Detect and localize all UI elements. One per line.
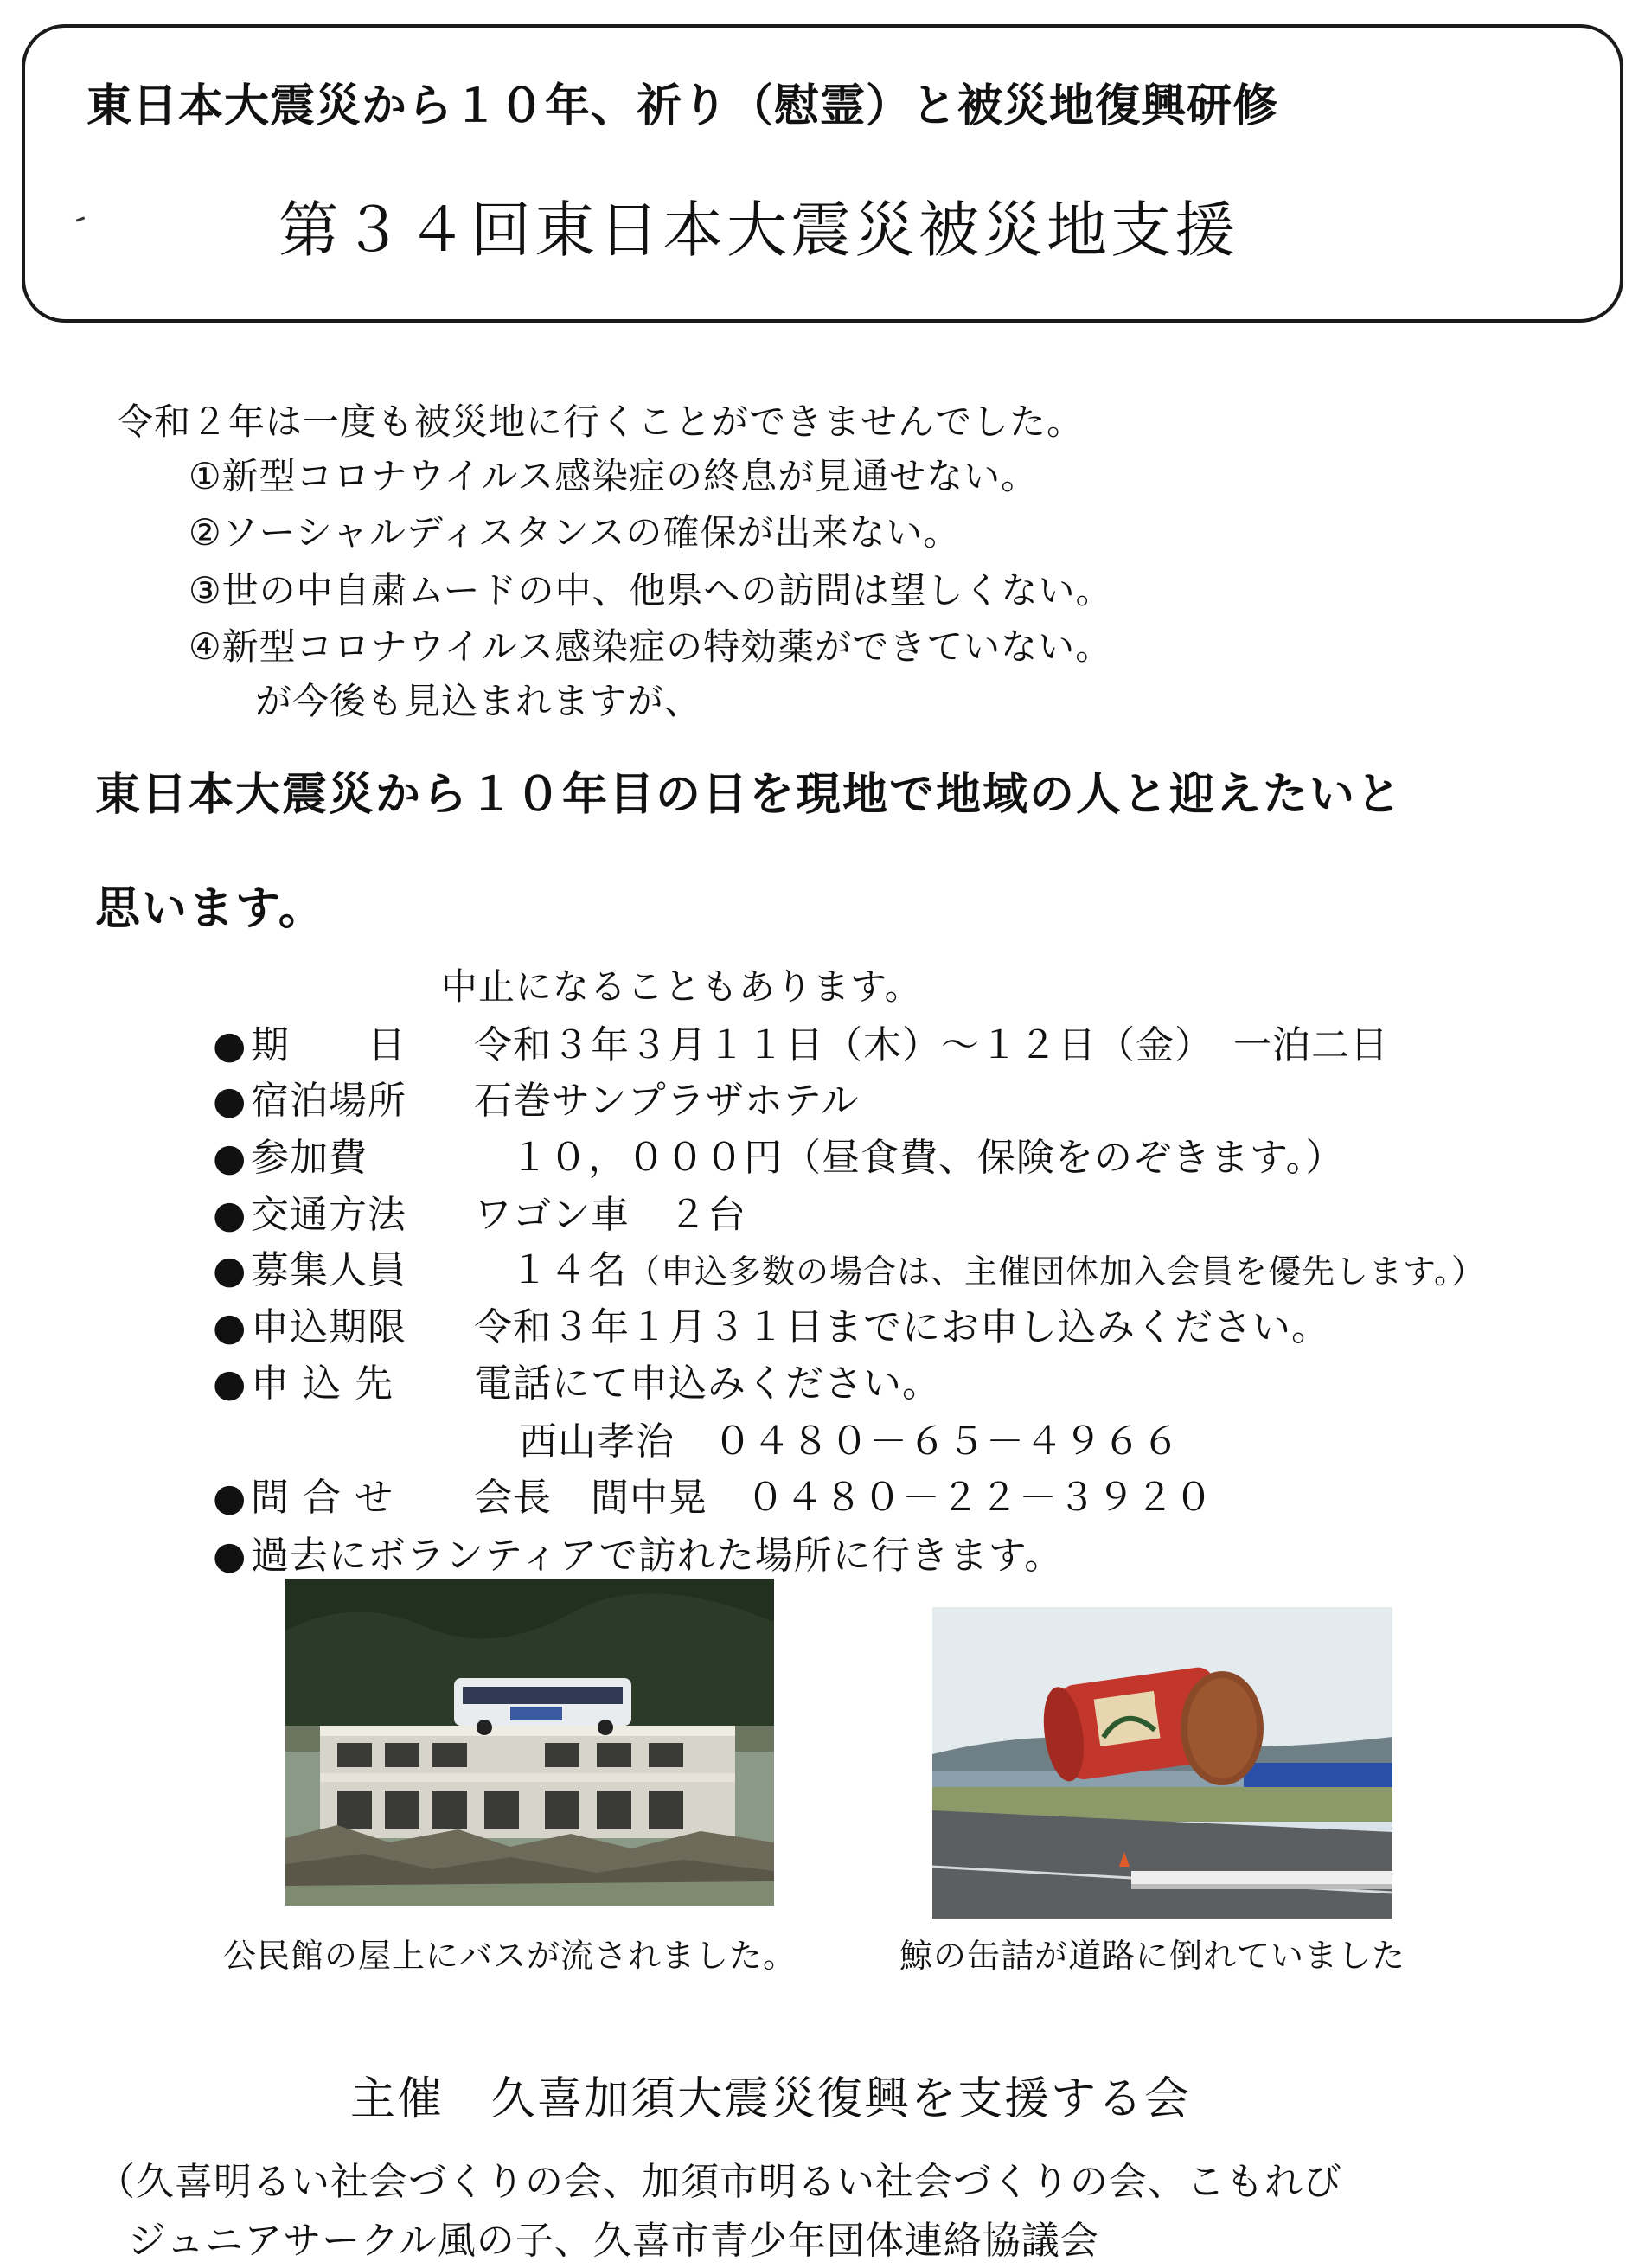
organizer: 主催 久喜加須大震災復興を支援する会 xyxy=(350,2073,1192,2125)
apply-contact: 西山孝治 ０４８０－６５－４９６６ xyxy=(519,1419,1181,1464)
members-line-1: （久喜明るい社会づくりの会、加須市明るい社会づくりの会、こもれび xyxy=(97,2160,1342,2204)
detail-label: 参加費 xyxy=(251,1136,368,1180)
statement-line-1: 東日本大震災から１０年目の日を現地で地域の人と迎えたいと xyxy=(95,769,1404,821)
detail-value: 令和３年３月１１日（木）～１２日（金） 一泊二日 xyxy=(474,1023,1389,1067)
bullet: ● xyxy=(213,1361,247,1406)
detail-capacity xyxy=(213,1239,1485,1294)
photo-community-hall xyxy=(285,1579,774,1906)
detail-transport xyxy=(213,1183,746,1239)
reason-2: ②ソーシャルディスタンスの確保が出来ない。 xyxy=(189,511,961,554)
detail-value: 電話にて申込みください。 xyxy=(474,1361,941,1406)
header-subtitle: 東日本大震災から１０年、祈り（慰霊）と被災地復興研修 xyxy=(86,80,1279,132)
detail-value: １４名 xyxy=(510,1248,627,1292)
detail-label: 募集人員 xyxy=(251,1248,406,1292)
detail-label: 申込期限 xyxy=(251,1305,406,1349)
detail-fee xyxy=(213,1126,1344,1182)
detail-value: 過去にボランティアで訪れた場所に行きます。 xyxy=(251,1534,1064,1578)
detail-value: ワゴン車 ２台 xyxy=(474,1193,746,1237)
statement-line-2: 思います。 xyxy=(95,883,325,935)
detail-note: （申込多数の場合は、主催団体加入会員を優先します。） xyxy=(627,1253,1485,1291)
photo-caption-1: 公民館の屋上にバスが流されました。 xyxy=(223,1937,797,1975)
bullet: ● xyxy=(213,1079,247,1123)
detail-date xyxy=(213,1014,1389,1069)
detail-value: １０，０００円 xyxy=(510,1136,783,1180)
detail-label: 申 込 先 xyxy=(251,1361,394,1406)
bullet: ● xyxy=(213,1193,247,1237)
cancel-notice: 中止になることもあります。 xyxy=(441,965,922,1008)
detail-deadline xyxy=(213,1296,1330,1351)
detail-value: 石巻サンプラザホテル xyxy=(474,1079,860,1123)
bullet: ● xyxy=(213,1136,247,1180)
photo-caption-2: 鯨の缶詰が道路に倒れていました xyxy=(899,1937,1406,1975)
detail-past xyxy=(213,1524,1063,1579)
header-title: 第３４回東日本大震災被災地支援 xyxy=(278,195,1239,266)
reason-4: ④新型コロナウイルス感染症の特効薬ができていない。 xyxy=(189,625,1113,668)
detail-value: 会長 間中晃 ０４８０－２２－３９２０ xyxy=(474,1476,1213,1520)
intro-line: 令和２年は一度も被災地に行くことができませんでした。 xyxy=(117,400,1085,443)
detail-label: 交通方法 xyxy=(251,1193,406,1237)
detail-note: （昼食費、保険をのぞきます。） xyxy=(783,1136,1345,1180)
bullet: ● xyxy=(213,1305,247,1349)
detail-value: 令和３年１月３１日までにお申し込みください。 xyxy=(474,1305,1330,1349)
photo-whale-can xyxy=(932,1607,1392,1919)
bullet: ● xyxy=(213,1476,247,1520)
detail-label: 期 日 xyxy=(251,1023,406,1067)
intro-continuation: が今後も見込まれますが、 xyxy=(255,680,702,722)
photo-whale-can-graphic xyxy=(932,1607,1392,1919)
detail-inquiry xyxy=(213,1466,1213,1522)
members-line-2: ジュニアサークル風の子、久喜市青少年団体連絡協議会 xyxy=(128,2219,1099,2263)
detail-label: 問 合 せ xyxy=(251,1476,394,1520)
detail-lodging xyxy=(213,1069,860,1124)
detail-apply xyxy=(213,1352,941,1407)
bullet: ● xyxy=(213,1534,247,1578)
photo-community-hall-graphic xyxy=(285,1579,774,1906)
reason-3: ③世の中自粛ムードの中、他県への訪問は望しくない。 xyxy=(189,569,1113,612)
bullet: ● xyxy=(213,1248,247,1292)
detail-label: 宿泊場所 xyxy=(251,1079,406,1123)
bullet: ● xyxy=(213,1023,247,1067)
reason-1: ①新型コロナウイルス感染症の終息が見通せない。 xyxy=(189,455,1039,497)
